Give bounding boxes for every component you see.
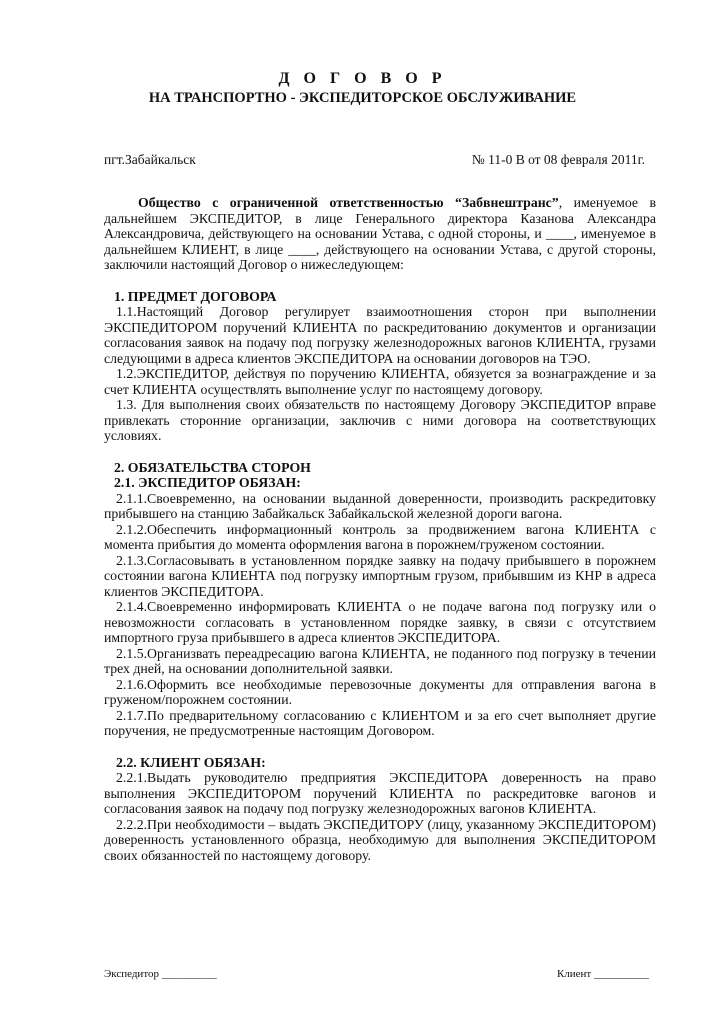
clause-2-1-4: 2.1.4.Своевременно информировать КЛИЕНТА о не подаче вагона под погрузку или о невозможности согласовать в установленном порядке заявку, в связи с отсутствием импортного груза прибывшего в адреса клиентов ЭКСПЕДИТОРА. bbox=[104, 599, 656, 645]
clause-2-2-2: 2.2.2.При необходимости – выдать ЭКСПЕДИТОРУ (лицу, указанному ЭКСПЕДИТОРОМ) доверенность установленного образца, необходимую для выполнения ЭКСПЕДИТОРОМ своих обязанностей по настоящему договору. bbox=[104, 816, 656, 863]
clause-1-2: 1.2.ЭКСПЕДИТОР, действуя по поручению КЛИЕНТА, обязуется за вознаграждение и за счет КЛИЕНТА осуществлять выполнение услуг по настоящему договору. bbox=[104, 366, 656, 397]
contract-place: пгт.Забайкальск bbox=[104, 152, 196, 167]
footer-expeditor-signature: Экспедитор __________ bbox=[104, 968, 217, 980]
intro-paragraph bbox=[104, 195, 656, 273]
footer-client-signature: Клиент __________ bbox=[556, 968, 649, 980]
document-subtitle: НА ТРАНСПОРТНО - ЭКСПЕДИТОРСКОЕ ОБСЛУЖИВАНИЕ bbox=[148, 90, 577, 106]
section-2-heading: 2. ОБЯЗАТЕЛЬСТВА СТОРОН bbox=[114, 459, 311, 475]
contract-body bbox=[104, 195, 656, 863]
clause-2-1-7: 2.1.7.По предварительному согласованию с КЛИЕНТОМ и за его счет выполняет другие поручения, не предусмотренные настоящим Договором. bbox=[104, 707, 656, 738]
clause-2-1-5: 2.1.5.Организвать переадресацию вагона КЛИЕНТА, не поданного под погрузку в течении трех дней, на основании дополнительной заявки. bbox=[104, 645, 656, 676]
section-2-2-heading: 2.2. КЛИЕНТ ОБЯЗАН: bbox=[116, 754, 266, 770]
clause-1-1: 1.1.Настоящий Договор регулирует взаимоотношения сторон при выполнении ЭКСПЕДИТОРОМ поручений КЛИЕНТА по раскредитованию документов и организации согласования заявок на подачу под погрузку железнодорожных вагонов КЛИЕНТА, грузами следующими в адреса клиентов ЭКСПЕДИТОРА на основании договоров на ТЭО. bbox=[104, 304, 656, 366]
section-1-heading: 1. ПРЕДМЕТ ДОГОВОРА bbox=[114, 288, 277, 304]
clause-2-2-1: 2.2.1.Выдать руководителю предприятия ЭКСПЕДИТОРА доверенность на право выполнения ЭКСПЕДИТОРОМ поручений КЛИЕНТА по раскредитовке вагонов и согласования заявок на подачу под погрузку железнодорожных вагонов КЛИЕНТА. bbox=[104, 770, 656, 816]
intro-text: , именуемое в дальнейшем ЭКСПЕДИТОР, в лице Генерального директора Казанова Александра Александровича, действующего на основании Устава, с одной стороны, и ____, именуемое в дальнейшем КЛИЕНТ, в лице ____, действующего на основании Устава, с другой стороны, заключили настоящий Договор о нижеследующем: bbox=[104, 195, 656, 272]
contract-number-date: № 11-0 В от 08 февраля 2011г. bbox=[471, 152, 645, 167]
company-name: Общество с ограниченной ответственностью “Забвнештранс” bbox=[138, 195, 559, 210]
clause-2-1-2: 2.1.2.Обеспечить информационный контроль за продвижением вагона КЛИЕНТА с момента прибытия до момента оформления вагона в порожнем/груженом состоянии. bbox=[104, 521, 656, 552]
clause-2-1-3: 2.1.3.Согласовывать в установленном порядке заявку на подачу прибывшего в порожнем состоянии вагона КЛИЕНТА под погрузку импортным грузом, прибывшим из КНР в адреса клиентов ЭКСПЕДИТОРА. bbox=[104, 552, 656, 599]
clause-1-3: 1.3. Для выполнения своих обязательств по настоящему Договору ЭКСПЕДИТОР вправе привлекать сторонние организации, заключив с ними договора на соответствующих условиях. bbox=[104, 397, 656, 443]
section-2-1-heading: 2.1. ЭКСПЕДИТОР ОБЯЗАН: bbox=[114, 475, 301, 490]
document-title: Д О Г О В О Р bbox=[278, 70, 447, 87]
clause-2-1-6: 2.1.6.Оформить все необходимые перевозочные документы для отправления вагона в груженом/порожнем состоянии. bbox=[104, 676, 656, 707]
clause-2-1-1: 2.1.1.Своевременно, на основании выданной доверенности, производить раскредитовку прибывшего на станцию Забайкальск Забайкальской железной дороги вагона. bbox=[104, 490, 656, 521]
